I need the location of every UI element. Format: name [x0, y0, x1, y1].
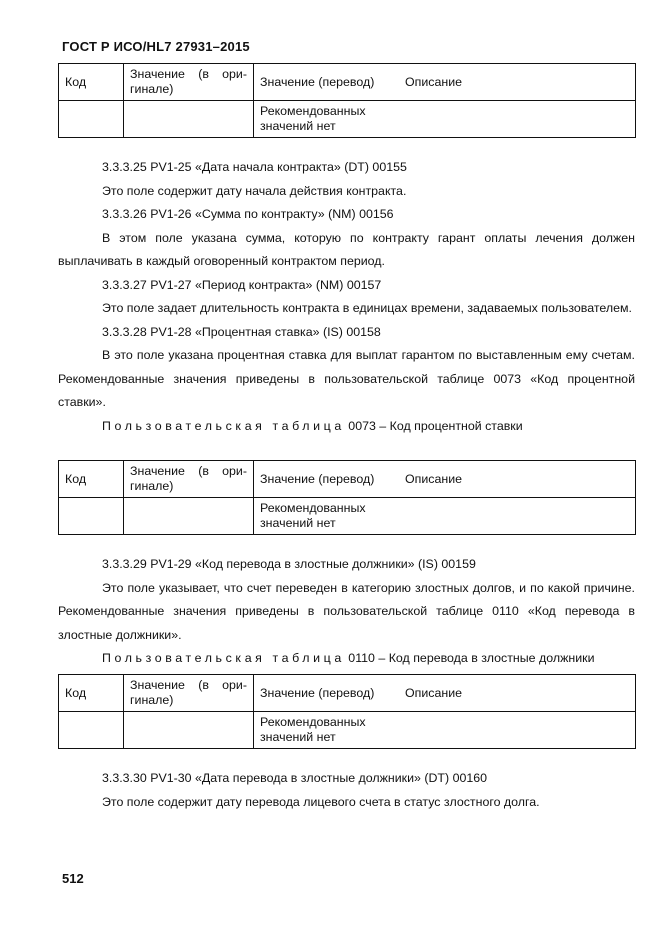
section-text: В этом поле указана сумма, которую по контракту гарант оплаты лечения должен выплачивать в каждый оговоренный контрактом период. — [58, 230, 635, 268]
col-code: Код — [59, 64, 124, 101]
table-row — [59, 712, 636, 749]
table-row — [59, 101, 636, 138]
page-number: 512 — [62, 871, 84, 886]
section-text: Это поле задает длительность контракта в единицах времени, задаваемых пользователем. — [102, 301, 632, 315]
section-heading: 3.3.3.26 PV1-26 «Сумма по контракту» (NM) 00156 — [102, 207, 394, 221]
table-header-row — [59, 64, 636, 101]
section-text: Это поле указывает, что счет переведен в категорию злостных долгов, и по какой причине. Рекомендованные значения приведены в пользовательской таблице 0110 «Код перевода в злостные должники». — [58, 580, 635, 642]
section-text: Это поле содержит дату перевода лицевого счета в статус злостного долга. — [102, 794, 540, 809]
col-original: Значение (в ори- гинале) — [124, 64, 254, 101]
col-code: Код — [59, 461, 124, 498]
col-translation: Значение (перевод) — [254, 675, 400, 712]
user-table-0073 — [58, 460, 636, 535]
col-description: Описание — [399, 675, 636, 712]
section-heading: 3.3.3.25 PV1-25 «Дата начала контракта» (DT) 00155 — [102, 160, 407, 174]
section-text: В это поле указана процентная ставка для выплат гарантом по выставленным ему счетам. Рекомендованные значения приведены в пользовательской таблице 0073 «Код процентной ставки». — [58, 348, 635, 409]
text-block-3 — [58, 767, 635, 814]
value-cell: Рекомендованных значений нет — [254, 498, 400, 535]
section-heading: 3.3.3.29 PV1-29 «Код перевода в злостные должники» (IS) 00159 — [102, 557, 476, 571]
table-caption: Пользовательская таблица 0073 – Код процентной ставки — [102, 418, 523, 433]
document-header: ГОСТ Р ИСО/HL7 27931–2015 — [62, 39, 250, 54]
section-heading: 3.3.3.30 PV1-30 «Дата перевода в злостные должники» (DT) 00160 — [102, 771, 488, 785]
text-block-2 — [58, 553, 635, 671]
col-description: Описание — [399, 64, 636, 101]
section-heading: 3.3.3.27 PV1-27 «Период контракта» (NM) 00157 — [102, 277, 382, 292]
section-text: Это поле содержит дату начала действия контракта. — [102, 183, 407, 198]
table-header-row — [59, 675, 636, 712]
col-original: Значение (в ори- гинале) — [124, 461, 254, 498]
col-code: Код — [59, 675, 124, 712]
section-heading: 3.3.3.28 PV1-28 «Процентная ставка» (IS) 00158 — [102, 324, 381, 339]
user-table-0110 — [58, 674, 636, 749]
table-caption: Пользовательская таблица 0110 – Код перевода в злостные должники — [102, 651, 595, 665]
value-cell: Рекомендованных значений нет — [254, 101, 400, 138]
col-original: Значение (в ори- гинале) — [124, 675, 254, 712]
col-translation: Значение (перевод) — [254, 461, 400, 498]
value-cell: Рекомендованных значений нет — [254, 712, 400, 749]
col-description: Описание — [399, 461, 636, 498]
text-block-1 — [58, 156, 635, 438]
continued-table — [58, 63, 636, 138]
table-row — [59, 498, 636, 535]
col-translation: Значение (перевод) — [254, 64, 400, 101]
table-header-row — [59, 461, 636, 498]
